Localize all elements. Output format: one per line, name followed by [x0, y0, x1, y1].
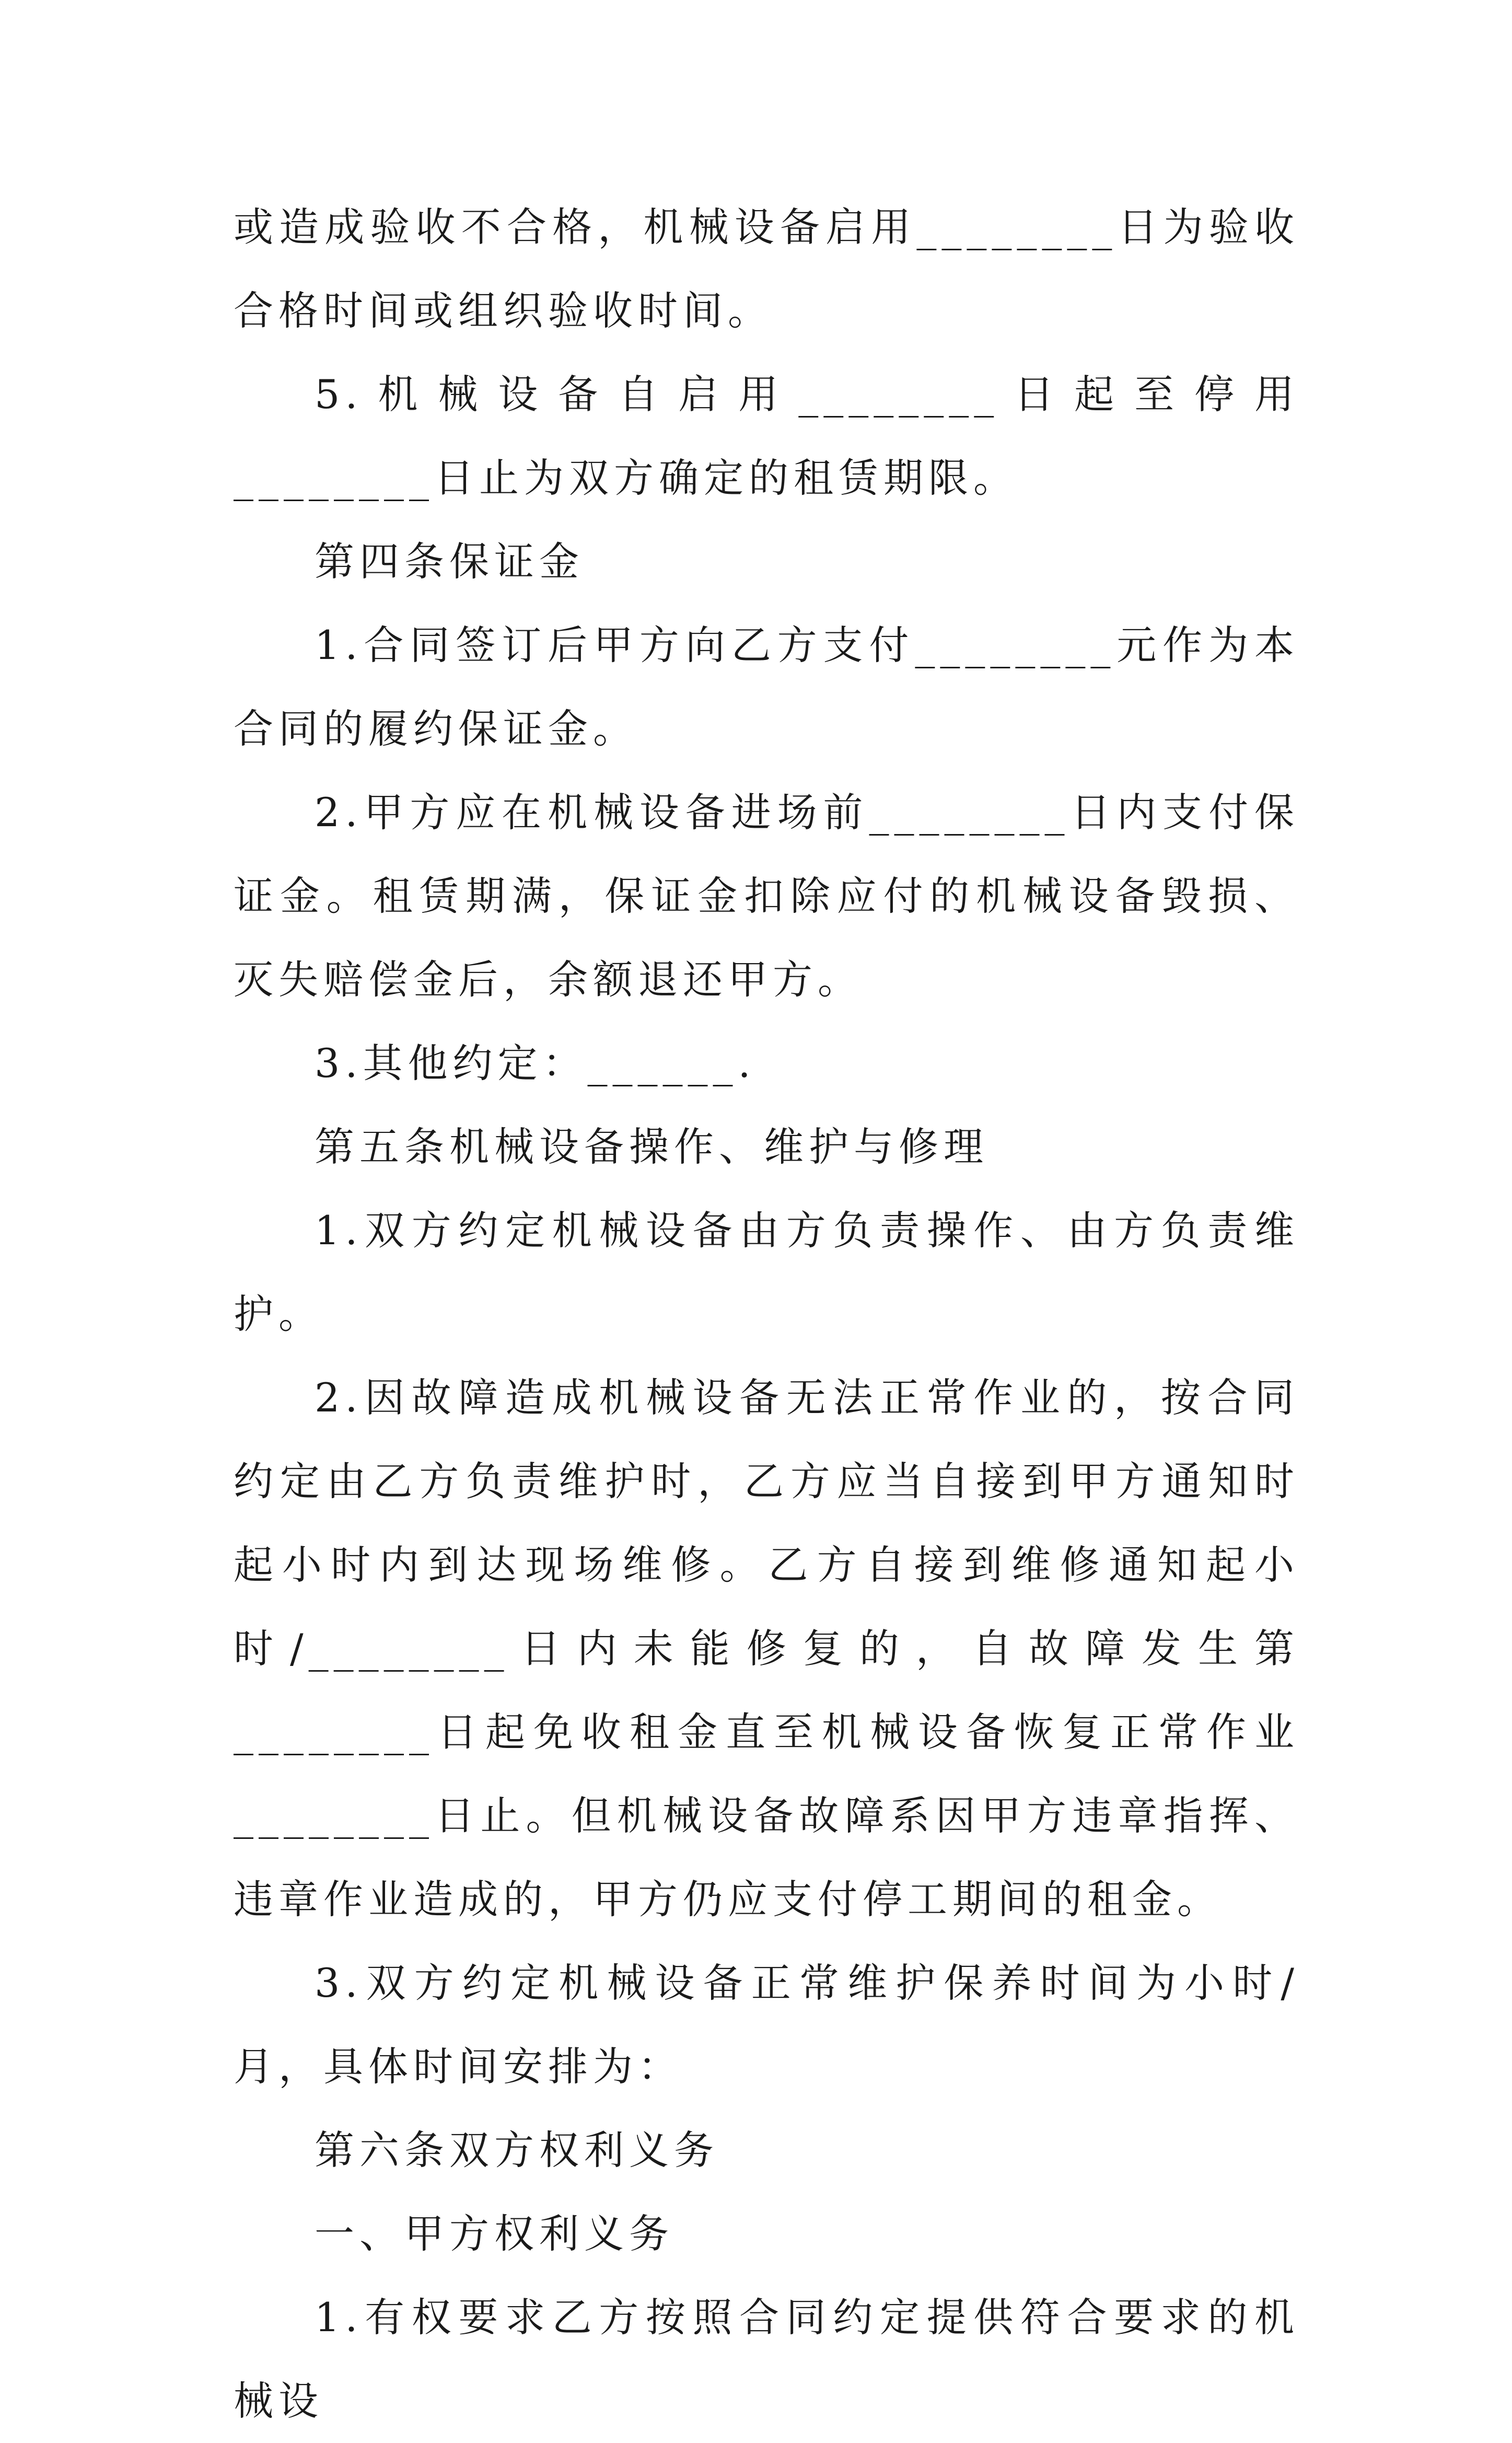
paragraph-clause-4-3: 3.其他约定：______. — [315, 1040, 756, 1086]
document-body — [234, 186, 1299, 2443]
paragraph-clause-6-1: 1.有权要求乙方按照合同约定提供符合要求的机械设 — [234, 2294, 1299, 2424]
paragraph-continuation: 或造成验收不合格，机械设备启用________日为验收合格时间或组织验收时间。 — [234, 204, 1299, 334]
heading-article-6: 第六条双方权利义务 — [315, 2127, 719, 2173]
heading-article-4: 第四条保证金 — [315, 538, 584, 585]
paragraph-clause-3-5: 5.机械设备自启用________日起至停用________日止为双方确定的租赁期限。 — [234, 371, 1299, 501]
heading-party-a-rights: 一、甲方权利义务 — [315, 2210, 674, 2257]
paragraph-clause-5-1: 1.双方约定机械设备由方负责操作、由方负责维护。 — [234, 1207, 1299, 1337]
paragraph-clause-5-2: 2.因故障造成机械设备无法正常作业的，按合同约定由乙方负责维护时，乙方应当自接到甲方通知时起小时内到达现场维修。乙方自接到维修通知起小时/________日内未能修复的，自故障发生第________日起免收租金直至机械设备恢复正常作业________日止。但机械设备故障系因甲方违章指挥、违章作业造成的，甲方仍应支付停工期间的租金。 — [234, 1374, 1299, 1923]
paragraph-clause-5-3: 3.双方约定机械设备正常维护保养时间为小时/月，具体时间安排为： — [234, 1960, 1299, 2090]
paragraph-clause-4-1: 1.合同签订后甲方向乙方支付________元作为本合同的履约保证金。 — [234, 622, 1299, 752]
heading-article-5: 第五条机械设备操作、维护与修理 — [315, 1124, 988, 1170]
paragraph-clause-4-2: 2.甲方应在机械设备进场前________日内支付保证金。租赁期满，保证金扣除应付的机械设备毁损、灭失赔偿金后，余额退还甲方。 — [234, 789, 1299, 1003]
